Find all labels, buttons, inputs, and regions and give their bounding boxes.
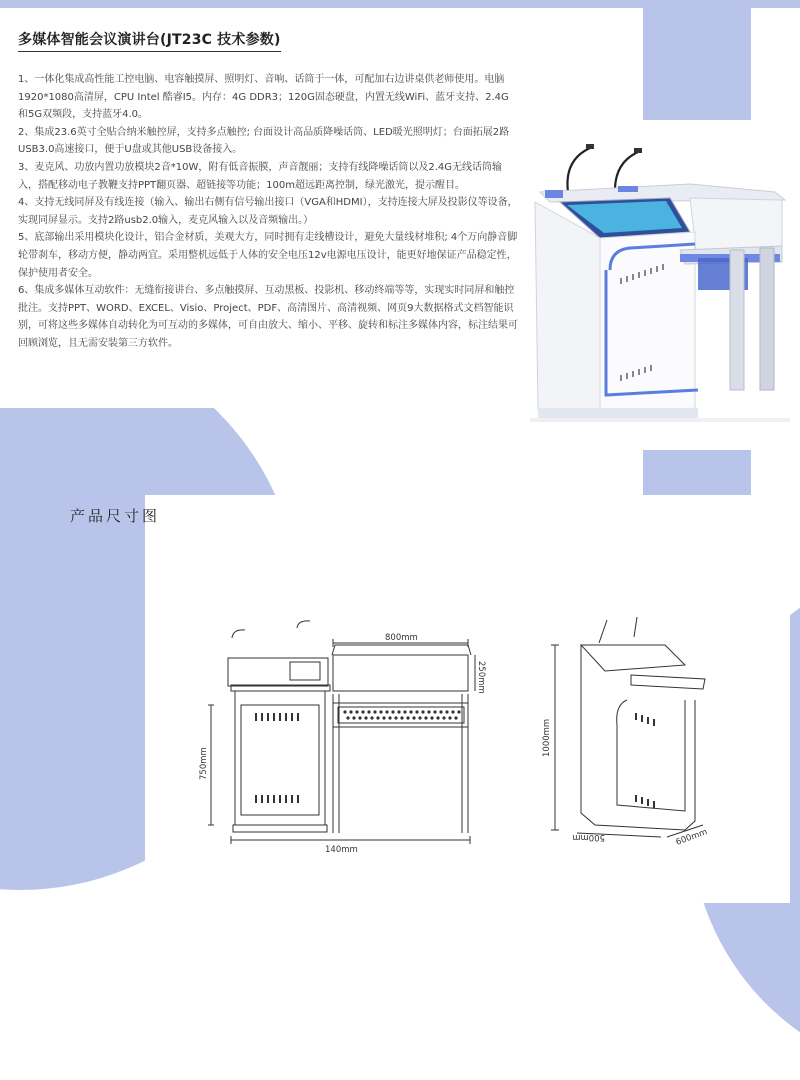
dim-label-side-width: 500mm <box>572 832 605 842</box>
dim-label-front-height: 750mm <box>199 747 209 780</box>
spec-item: 6、集成多媒体互动软件：无缝衔接讲台、多点触摸屏、互动黑板、投影机、移动终端等等，实现实时同屏和触控批注。支持PPT、WORD、EXCEL、Visio、Project、PDF、高清图片、高清视频、网页9大数据格式文档智能识别，可将这些多媒体自动转化为可互动的多媒体，可自由放大、缩小、平移、旋转和标注多媒体内容，标注结果可回顾浏览，且无需安装第三方软件。 <box>18 285 518 349</box>
spec-item: 2、集成23.6英寸全贴合纳米触控屏，支持多点触控; 台面设计高品质降噪话筒、LED暖光照明灯；台面拓展2路USB3.0高速接口，便于U盘或其他USB设备接入。 <box>18 126 510 156</box>
lectern-illustration <box>520 120 800 450</box>
dim-label-top-width: 800mm <box>385 633 418 643</box>
page-title: 多媒体智能会议演讲台(JT23C 技术参数) <box>18 29 281 52</box>
spec-item: 1、一体化集成高性能工控电脑、电容触摸屏、照明灯、音响、话筒于一体，可配加右边讲桌供老师使用。电脑1920*1080高清屏，CPU Intel 酷睿I5。内存：4G DDR3；120G固态硬盘，内置无线WiFi、蓝牙支持、2.4G和5G双频段，支持蓝牙4.0。 <box>18 74 509 121</box>
dim-label-top-depth: 250mm <box>476 661 486 694</box>
spec-item: 5、底部输出采用模块化设计，铝合金材质，美观大方，同时拥有走线槽设计，避免大量线材堆积; 4个万向静音脚轮带刹车，移动方便，静动两宜。采用整机远低于人体的安全电压12v电源电压设计，能更好地保证产品稳定性，保护使用者安全。 <box>18 232 518 279</box>
spec-item: 3、麦克风、功放内置功放模块2音*10W，附有低音振膜，声音靓丽；支持有线降噪话筒以及2.4G无线话筒输入，搭配移动电子教鞭支持PPT翻页器、超链接等功能；100m超远距离控制，绿光激光，提示醒目。 <box>18 161 502 191</box>
dim-label-side-depth: 600mm <box>674 827 709 848</box>
dimension-drawing <box>145 495 790 903</box>
spec-list <box>18 71 518 353</box>
dim-label-bottom-width: 140mm <box>325 845 358 855</box>
spec-item: 4、支持无线同屏及有线连接（输入、输出右侧有信号输出接口（VGA和HDMI），支持连接大屏及投影仪等设备，实现同屏显示。支持2路usb2.0输入，麦克风输入以及音频输出。） <box>18 197 518 226</box>
dim-label-side-height: 1000mm <box>542 718 552 757</box>
section-title-dimensions: 产品尺寸图 <box>70 507 161 525</box>
